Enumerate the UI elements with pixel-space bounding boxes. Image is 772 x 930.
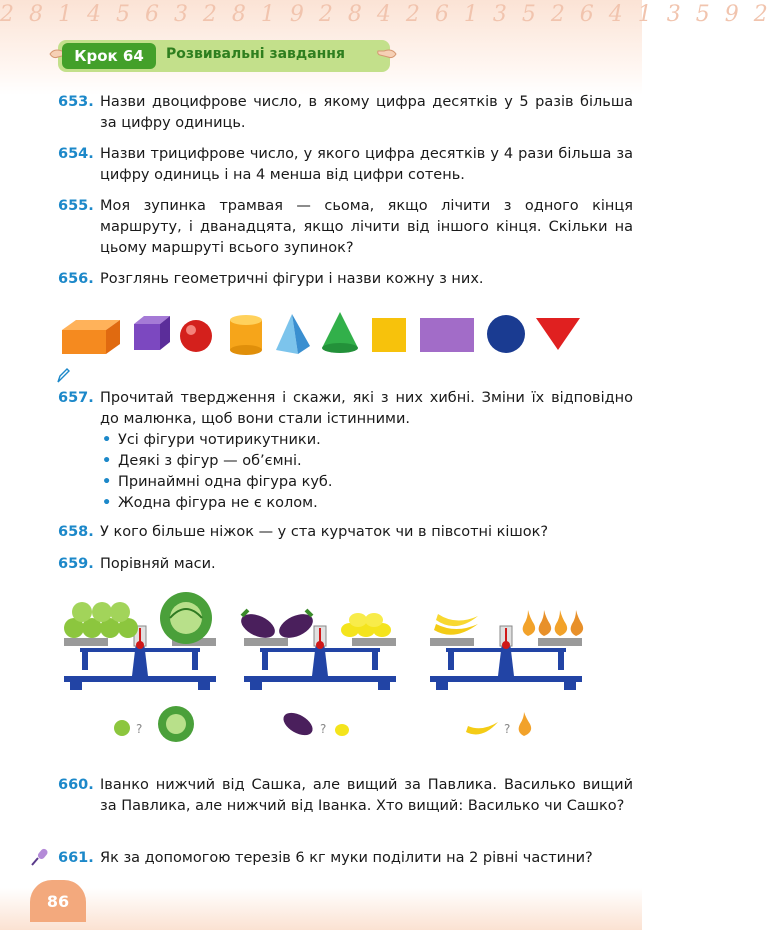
task-text: Розглянь геометричні фігури і назви кожну з них.	[100, 271, 484, 287]
triangle-shape	[536, 318, 580, 350]
task-number: 655.	[58, 198, 94, 214]
rectangle-shape	[420, 318, 474, 352]
task-number: 657.	[58, 390, 94, 406]
comparison-1	[114, 706, 194, 742]
scale-2	[237, 609, 396, 690]
task-number: 654.	[58, 146, 94, 162]
ball-shape	[180, 320, 212, 352]
task-text: Як за допомогою терезів 6 кг муки поділити на 2 рівні частини?	[100, 850, 593, 866]
eggplants	[237, 609, 316, 642]
pears-pile	[523, 610, 583, 636]
cabbage	[160, 592, 212, 644]
task-text: Назви трицифрове число, у якого цифра десятків у 4 рази більша за цифру одиниць і на 4 менша від цифри сотень.	[100, 146, 633, 183]
pencil-icon	[56, 366, 70, 384]
cube-shape	[134, 316, 170, 350]
statements-list	[100, 430, 633, 514]
task-text: Прочитай твердження і скажи, які з них хибні. Зміни їх відповідно до малюнка, щоб вони стали істинними.	[100, 390, 633, 427]
section-title: Розвивальні завдання	[166, 46, 345, 62]
statement-item: • Жодна фігура не є колом.	[100, 493, 633, 514]
comparison-2	[280, 708, 349, 740]
page-number: 86	[30, 880, 86, 922]
cuboid-shape	[62, 320, 120, 354]
footer-decor-band	[0, 888, 642, 930]
apples-pile	[64, 602, 138, 638]
statement-item: • Принаймні одна фігура куб.	[100, 472, 633, 493]
task-text: Іванко нижчий від Сашка, але вищий за Павлика. Василько вищий за Павлика, але нижчий від Іванка. Хто вищий: Василько чи Сашко?	[100, 777, 633, 814]
task-number: 656.	[58, 271, 94, 287]
lemons-pile	[341, 613, 391, 637]
apple-icon	[114, 720, 130, 736]
task-text: У кого більше ніжок — у ста курчаток чи в півсотні кішок?	[100, 524, 549, 540]
triangular-pyramid-shape	[276, 314, 310, 354]
geometric-shapes-figure	[58, 310, 588, 358]
hand-right-icon	[376, 45, 398, 63]
task-text: Порівняй маси.	[100, 556, 216, 572]
task-number: 653.	[58, 94, 94, 110]
cylinder-shape	[230, 315, 262, 355]
eggplant-icon	[280, 708, 317, 740]
scale-3	[430, 610, 583, 690]
scale-1	[64, 592, 216, 690]
comparison-mark: ?	[136, 722, 143, 736]
banana-icon	[466, 722, 498, 734]
bananas	[434, 614, 478, 635]
microphone-icon	[28, 846, 50, 868]
comparison-3	[466, 712, 531, 736]
task-number: 660.	[58, 777, 94, 793]
task-text: Назви двоцифрове число, в якому цифра десятків у 5 разів більша за цифру одиниць.	[100, 94, 633, 131]
task-text: Моя зупинка трамвая — сьома, якщо лічити з одного кінця маршруту, і дванадцята, якщо лічити від іншого кінця. Скільки на цьому маршруті всього зупинок?	[100, 198, 633, 256]
lemon-icon	[335, 724, 349, 736]
comparison-mark: ?	[320, 722, 327, 736]
balance-scales-figure	[58, 590, 598, 750]
task-number: 658.	[58, 524, 94, 540]
cone-shape	[322, 312, 358, 353]
circle-shape	[487, 315, 525, 353]
step-badge: Крок 64	[62, 43, 156, 69]
statement-item: • Усі фігури чотирикутники.	[100, 430, 633, 451]
statement-item: • Деякі з фігур — об’ємні.	[100, 451, 633, 472]
comparison-mark: ?	[504, 722, 511, 736]
task-number: 661.	[58, 850, 94, 866]
pear-icon	[519, 712, 531, 736]
task-number: 659.	[58, 556, 94, 572]
background-digits: 2 8 1 4 5 6 3 2 8 1 9 2 8 4 2 6 1 3 5 2 6 4 1 3 5 9 2	[0, 2, 772, 27]
square-shape	[372, 318, 406, 352]
